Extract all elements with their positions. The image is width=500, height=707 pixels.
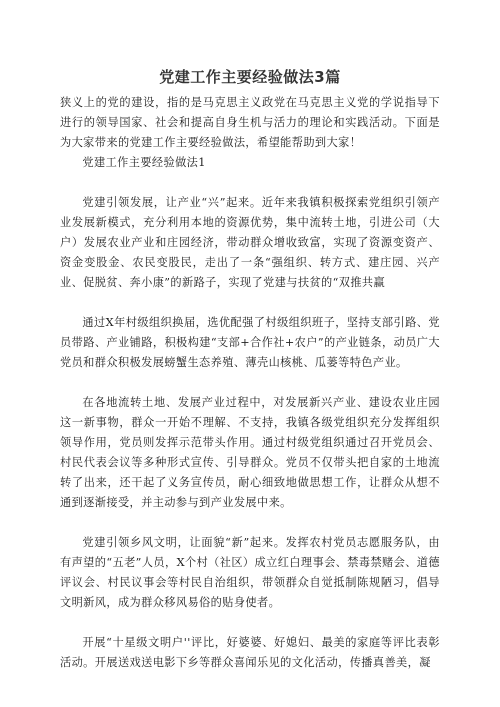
paragraph-gap: [60, 373, 440, 393]
section-heading: 党建工作主要经验做法1: [82, 156, 206, 169]
body-paragraph: 通过X年村级组织换届，选优配强了村级组织班子，坚持支部引路、党员带路、产业铺路，积极构建“支部+合作社+农户”的产业链条，动员广大党员和群众积极发展螃蟹生态养殖、薄壳山核桃、瓜蒌等特色产业。: [60, 316, 440, 369]
paragraph-gap: [60, 173, 440, 193]
intro-paragraph: 狭义上的党的建设，指的是马克思主义政党在马克思主义党的学说指导下进行的领导国家、社会和提高自身生机与活力的理论和实践活动。下面是为大家带来的党建工作主要经验做法，希望能帮助到大家！: [60, 96, 440, 149]
document-body: [60, 93, 440, 673]
body-paragraph: 开展“十星级文明户''评比，好婆婆、好媳妇、最美的家庭等评比表彰活动。开展送戏送电影下乡等群众喜闻乐见的文化活动，传播真善美，凝: [60, 636, 440, 669]
document-title: 党建工作主要经验做法3篇: [159, 68, 341, 86]
body-paragraph: 在各地流转土地、发展产业过程中，对发展新兴产业、建设农业庄园这一新事物，群众一开始不理解、不支持，我镇各级党组织充分发挥组织领导作用，党员则发挥示范带头作用。通过村级党组织通过召开党员会、村民代表会议等多种形式宣传、引导群众。党员不仅带头把自家的土地流转了出来，还干起了义务宣传员，耐心细致地做思想工作，让群众从想不通到逐渐接受，并主动参与到产业发展中来。: [60, 396, 440, 509]
body-paragraph: 党建引领乡风文明，让面貌“新”起来。发挥农村党员志愿服务队，由有声望的“五老”人员，X个村（社区）成立红白理事会、禁毒禁赌会、道德评议会、村民议事会等村民自治组织，带领群众自觉抵制陈规陋习，倡导文明新风，成为群众移风易俗的贴身使者。: [60, 536, 440, 609]
paragraph-gap: [60, 293, 440, 313]
paragraph-gap: [60, 613, 440, 633]
paragraph-gap: [60, 513, 440, 533]
body-paragraph: 党建引领发展，让产业“兴”起来。近年来我镇积极探索党组织引领产业发展新模式，充分利用本地的资源优势，集中流转土地，引进公司（大户）发展农业产业和庄园经济，带动群众增收致富，实现了资源变资产、资金变股金、农民变股民，走出了一条“强组织、转方式、建庄园、兴产业、促脱贫、奔小康”的新路子，实现了党建与扶贫的“双推共赢: [60, 196, 440, 289]
